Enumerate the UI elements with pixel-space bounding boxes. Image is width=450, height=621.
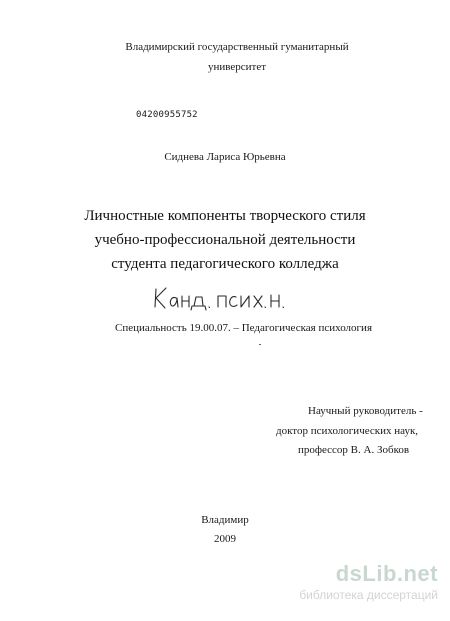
supervisor-line-1: Научный руководитель - (308, 405, 423, 417)
institution-line-2: университет (207, 61, 267, 73)
year: 2009 (214, 533, 236, 545)
author-name: Сиднева Лариса Юрьевна (164, 151, 286, 163)
stray-dot (259, 344, 261, 345)
document-code: 04200955752 (136, 110, 198, 120)
handwritten-note (150, 283, 290, 313)
specialty-line: Специальность 19.00.07. – Педагогическая психология (115, 322, 373, 334)
watermark-subtitle: библиотека диссертаций (299, 588, 438, 602)
supervisor-line-3: профессор В. А. Зобков (298, 444, 410, 456)
watermark-logo: dsLib.net (335, 561, 438, 586)
institution-line-1: Владимирский государственный гуманитарный (125, 41, 349, 53)
title-line-3: студента педагогического колледжа (111, 256, 339, 272)
dslib-watermark (258, 561, 438, 607)
city: Владимир (201, 514, 249, 526)
title-line-1: Личностные компоненты творческого стиля (84, 208, 366, 224)
supervisor-line-2: доктор психологических наук, (276, 425, 419, 437)
title-line-2: учебно-профессиональной деятельности (94, 232, 356, 248)
